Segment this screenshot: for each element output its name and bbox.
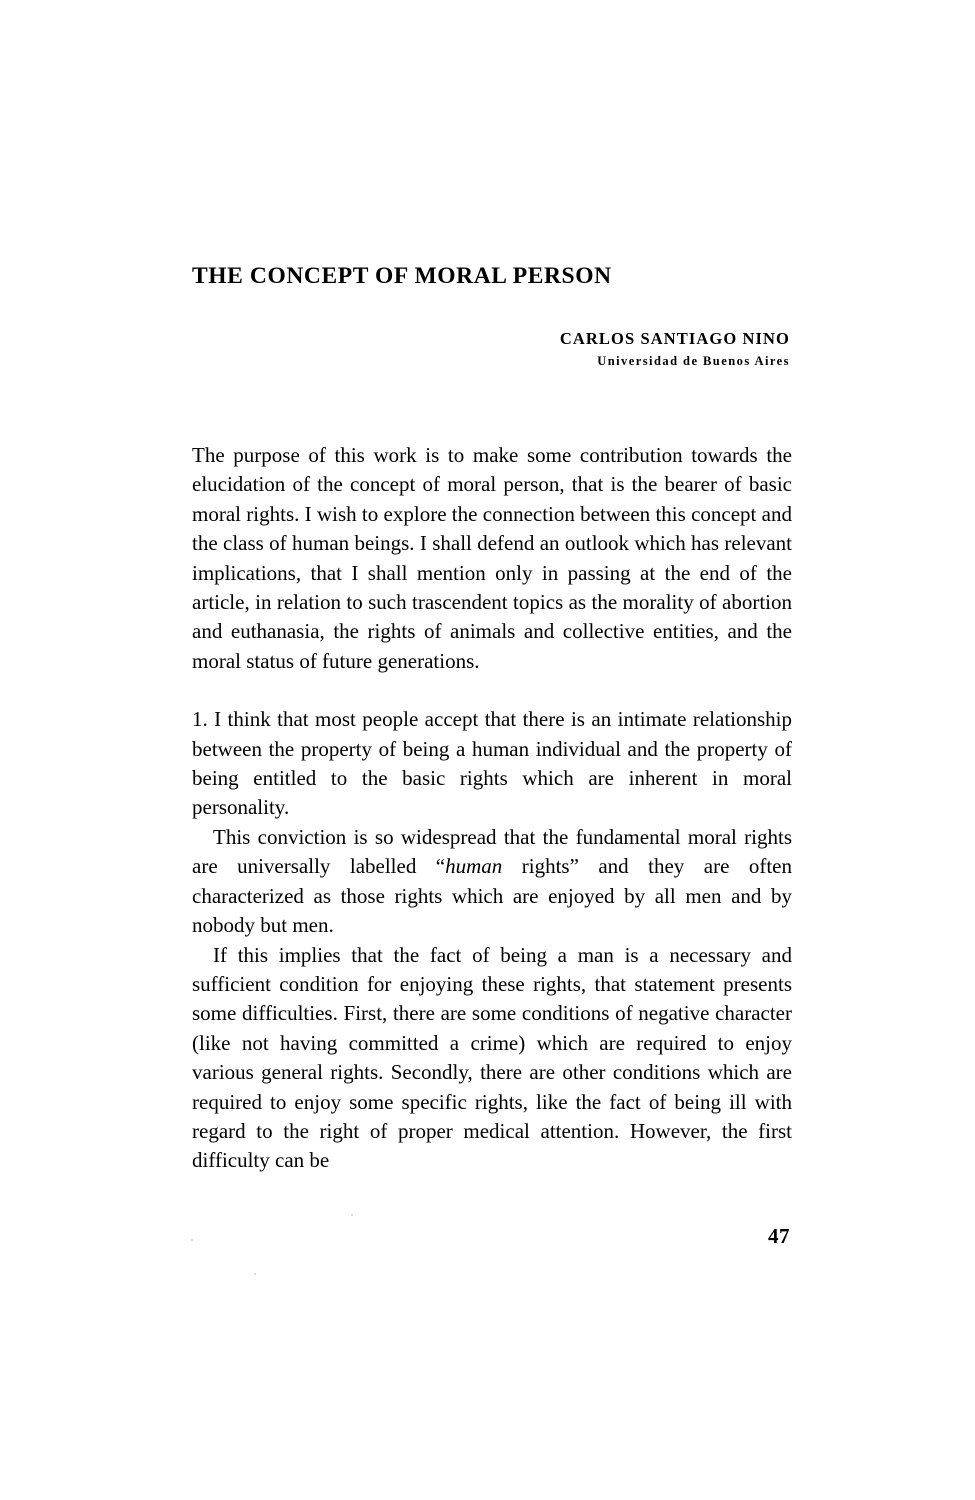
page-number: 47 <box>768 1224 790 1248</box>
paragraph-implications: If this implies that the fact of being a man is a necessary and sufficient condition for enjoying these rights, that statement presents some difficulties. First, there are some conditions of negative character (like not having committed a crime) which are required to enjoy various general rights. Secondly, there are other conditions which are required to enjoy some specific rights, like the fact of being ill with regard to the right of proper medical attention. However, the first difficulty can be <box>192 942 792 1173</box>
scan-speckle <box>351 1214 353 1216</box>
page-title: THE CONCEPT OF MORAL PERSON <box>192 262 612 289</box>
paragraph-section-1: 1. I think that most people accept that there is an intimate relationship between the property of being a human individual and the property of being entitled to the basic rights which are inherent in moral personality. <box>192 707 792 820</box>
scan-speckle <box>254 1273 256 1275</box>
paragraph-conviction-tail: rights” and they are often characterized as those rights which are enjoyed by all men and by nobody but men. <box>192 854 792 938</box>
paragraph-abstract: The purpose of this work is to make some contribution towards the elucidation of the concept of moral person, that is the bearer of basic moral rights. I wish to explore the connection between this concept and the class of human beings. I shall defend an outlook which has relevant implications, that I shall mention only in passing at the end of the article, in relation to such trascendent topics as the morality of abortion and euthanasia, the rights of animals and collective entities, and the moral status of future generations. <box>192 443 792 673</box>
author-affiliation: Universidad de Buenos Aires <box>597 354 790 369</box>
article-body <box>192 441 792 1176</box>
paragraph-conviction-lead: This conviction is so widespread that the fundamental moral rights are universally labelled “ <box>192 824 792 879</box>
byline <box>192 328 790 371</box>
author-name: CARLOS SANTIAGO NINO <box>559 329 790 348</box>
emphasis-human: human <box>445 854 503 879</box>
paragraph-conviction <box>192 823 792 941</box>
